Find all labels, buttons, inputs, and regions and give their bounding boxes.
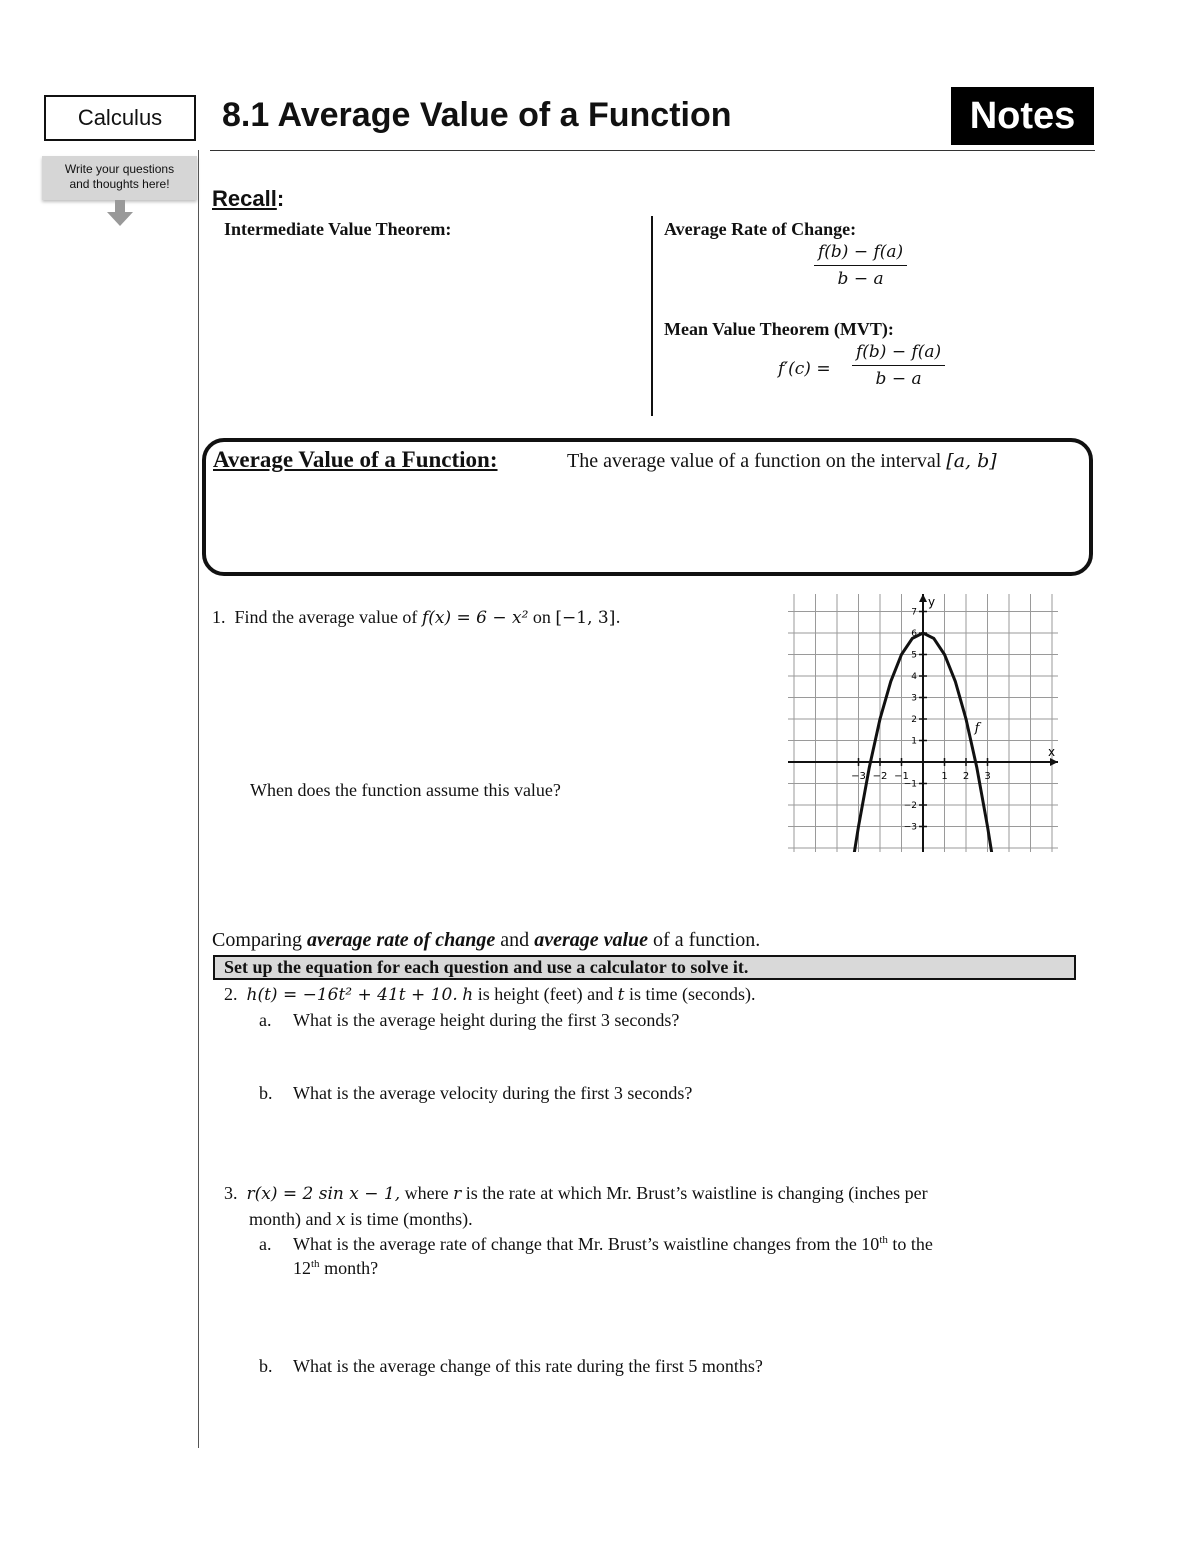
y-tick-label: 2 (911, 715, 917, 725)
x-tick-label: −2 (872, 771, 888, 782)
course-label: Calculus (44, 95, 196, 141)
margin-divider (198, 150, 199, 1448)
x-tick-label: −1 (894, 771, 909, 782)
margin-hint (42, 156, 197, 200)
problem-3a-continued: 12th month? (293, 1258, 379, 1278)
mvt-numerator: f(b) − f(a) (852, 342, 945, 366)
aroc-numerator: f(b) − f(a) (814, 242, 907, 266)
recall-heading: Recall: (212, 186, 285, 211)
problem-2-function: h(t) = −16t² + 41t + 10. (246, 985, 458, 1005)
problem-1-function: f(x) = 6 − x² (421, 608, 529, 628)
setup-instruction-box: Set up the equation for each question and use a calculator to solve it. (213, 955, 1076, 980)
problem-3: 3. r(x) = 2 sin x − 1, where r is the rate at which Mr. Brust’s waistline is changing (inches per (224, 1183, 928, 1204)
problem-2a: a. What is the average height during the first 3 seconds? (259, 1010, 680, 1030)
notes-badge: Notes (951, 87, 1094, 145)
x-tick-label: 2 (962, 771, 970, 782)
aroc-denominator: b − a (837, 269, 884, 289)
comparing-heading: Comparing average rate of change and average value of a function. (212, 929, 761, 951)
problem-1-followup: When does the function assume this value? (250, 780, 561, 800)
x-tick-label: 3 (984, 771, 991, 782)
margin-hint-line-2: and thoughts here! (69, 177, 170, 191)
curve-label: f (974, 720, 980, 736)
x-tick-label: 1 (941, 771, 948, 782)
y-tick-label: 6 (911, 629, 917, 639)
y-tick-label: −1 (903, 779, 917, 790)
mvt-denominator: b − a (875, 369, 922, 389)
problem-1-number: 1. (212, 607, 226, 627)
aroc-formula (814, 242, 907, 289)
y-tick-label: 3 (911, 693, 917, 704)
y-tick-label: 7 (911, 607, 917, 618)
problem-3a: a. What is the average rate of change that Mr. Brust’s waistline changes from the 10th to the (259, 1234, 933, 1254)
down-arrow-icon (106, 200, 134, 228)
x-axis-arrow-icon (1050, 758, 1058, 766)
y-axis-arrow-icon (919, 594, 927, 602)
definition-text: The average value of a function on the interval [a, b] (567, 450, 997, 472)
page-title: 8.1 Average Value of a Function (222, 96, 732, 134)
x-axis-label: x (1048, 745, 1056, 759)
problem-1: 1. Find the average value of f(x) = 6 − x² on [−1, 3]. (212, 607, 621, 628)
mvt-lhs: f′(c) = (778, 359, 831, 379)
definition-heading: Average Value of a Function: (213, 447, 498, 472)
margin-hint-line-1: Write your questions (64, 162, 175, 176)
aroc-label: Average Rate of Change: (664, 219, 857, 239)
mvt-label: Mean Value Theorem (MVT): (664, 319, 894, 339)
problem-3b: b. What is the average change of this rate during the first 5 months? (259, 1356, 763, 1376)
x-tick-label: −3 (851, 771, 866, 782)
ivt-label: Intermediate Value Theorem: (224, 219, 452, 239)
mvt-formula (852, 342, 945, 389)
problem-2b: b. What is the average velocity during the first 3 seconds? (259, 1083, 693, 1103)
y-axis-label: y (928, 595, 936, 609)
parabola-graph (788, 592, 1060, 852)
y-tick-label: 4 (911, 672, 917, 682)
y-tick-label: −3 (903, 822, 917, 833)
problem-2: 2. h(t) = −16t² + 41t + 10. h is height (feet) and t is time (seconds). (224, 984, 756, 1005)
problem-3-function: r(x) = 2 sin x − 1, (246, 1184, 401, 1204)
y-tick-label: −2 (903, 801, 917, 811)
problem-3-continued: month) and x is time (months). (249, 1209, 473, 1230)
y-tick-label: 1 (911, 736, 917, 747)
y-tick-label: 5 (911, 650, 917, 661)
column-divider (651, 216, 653, 416)
header-divider (210, 150, 1095, 151)
